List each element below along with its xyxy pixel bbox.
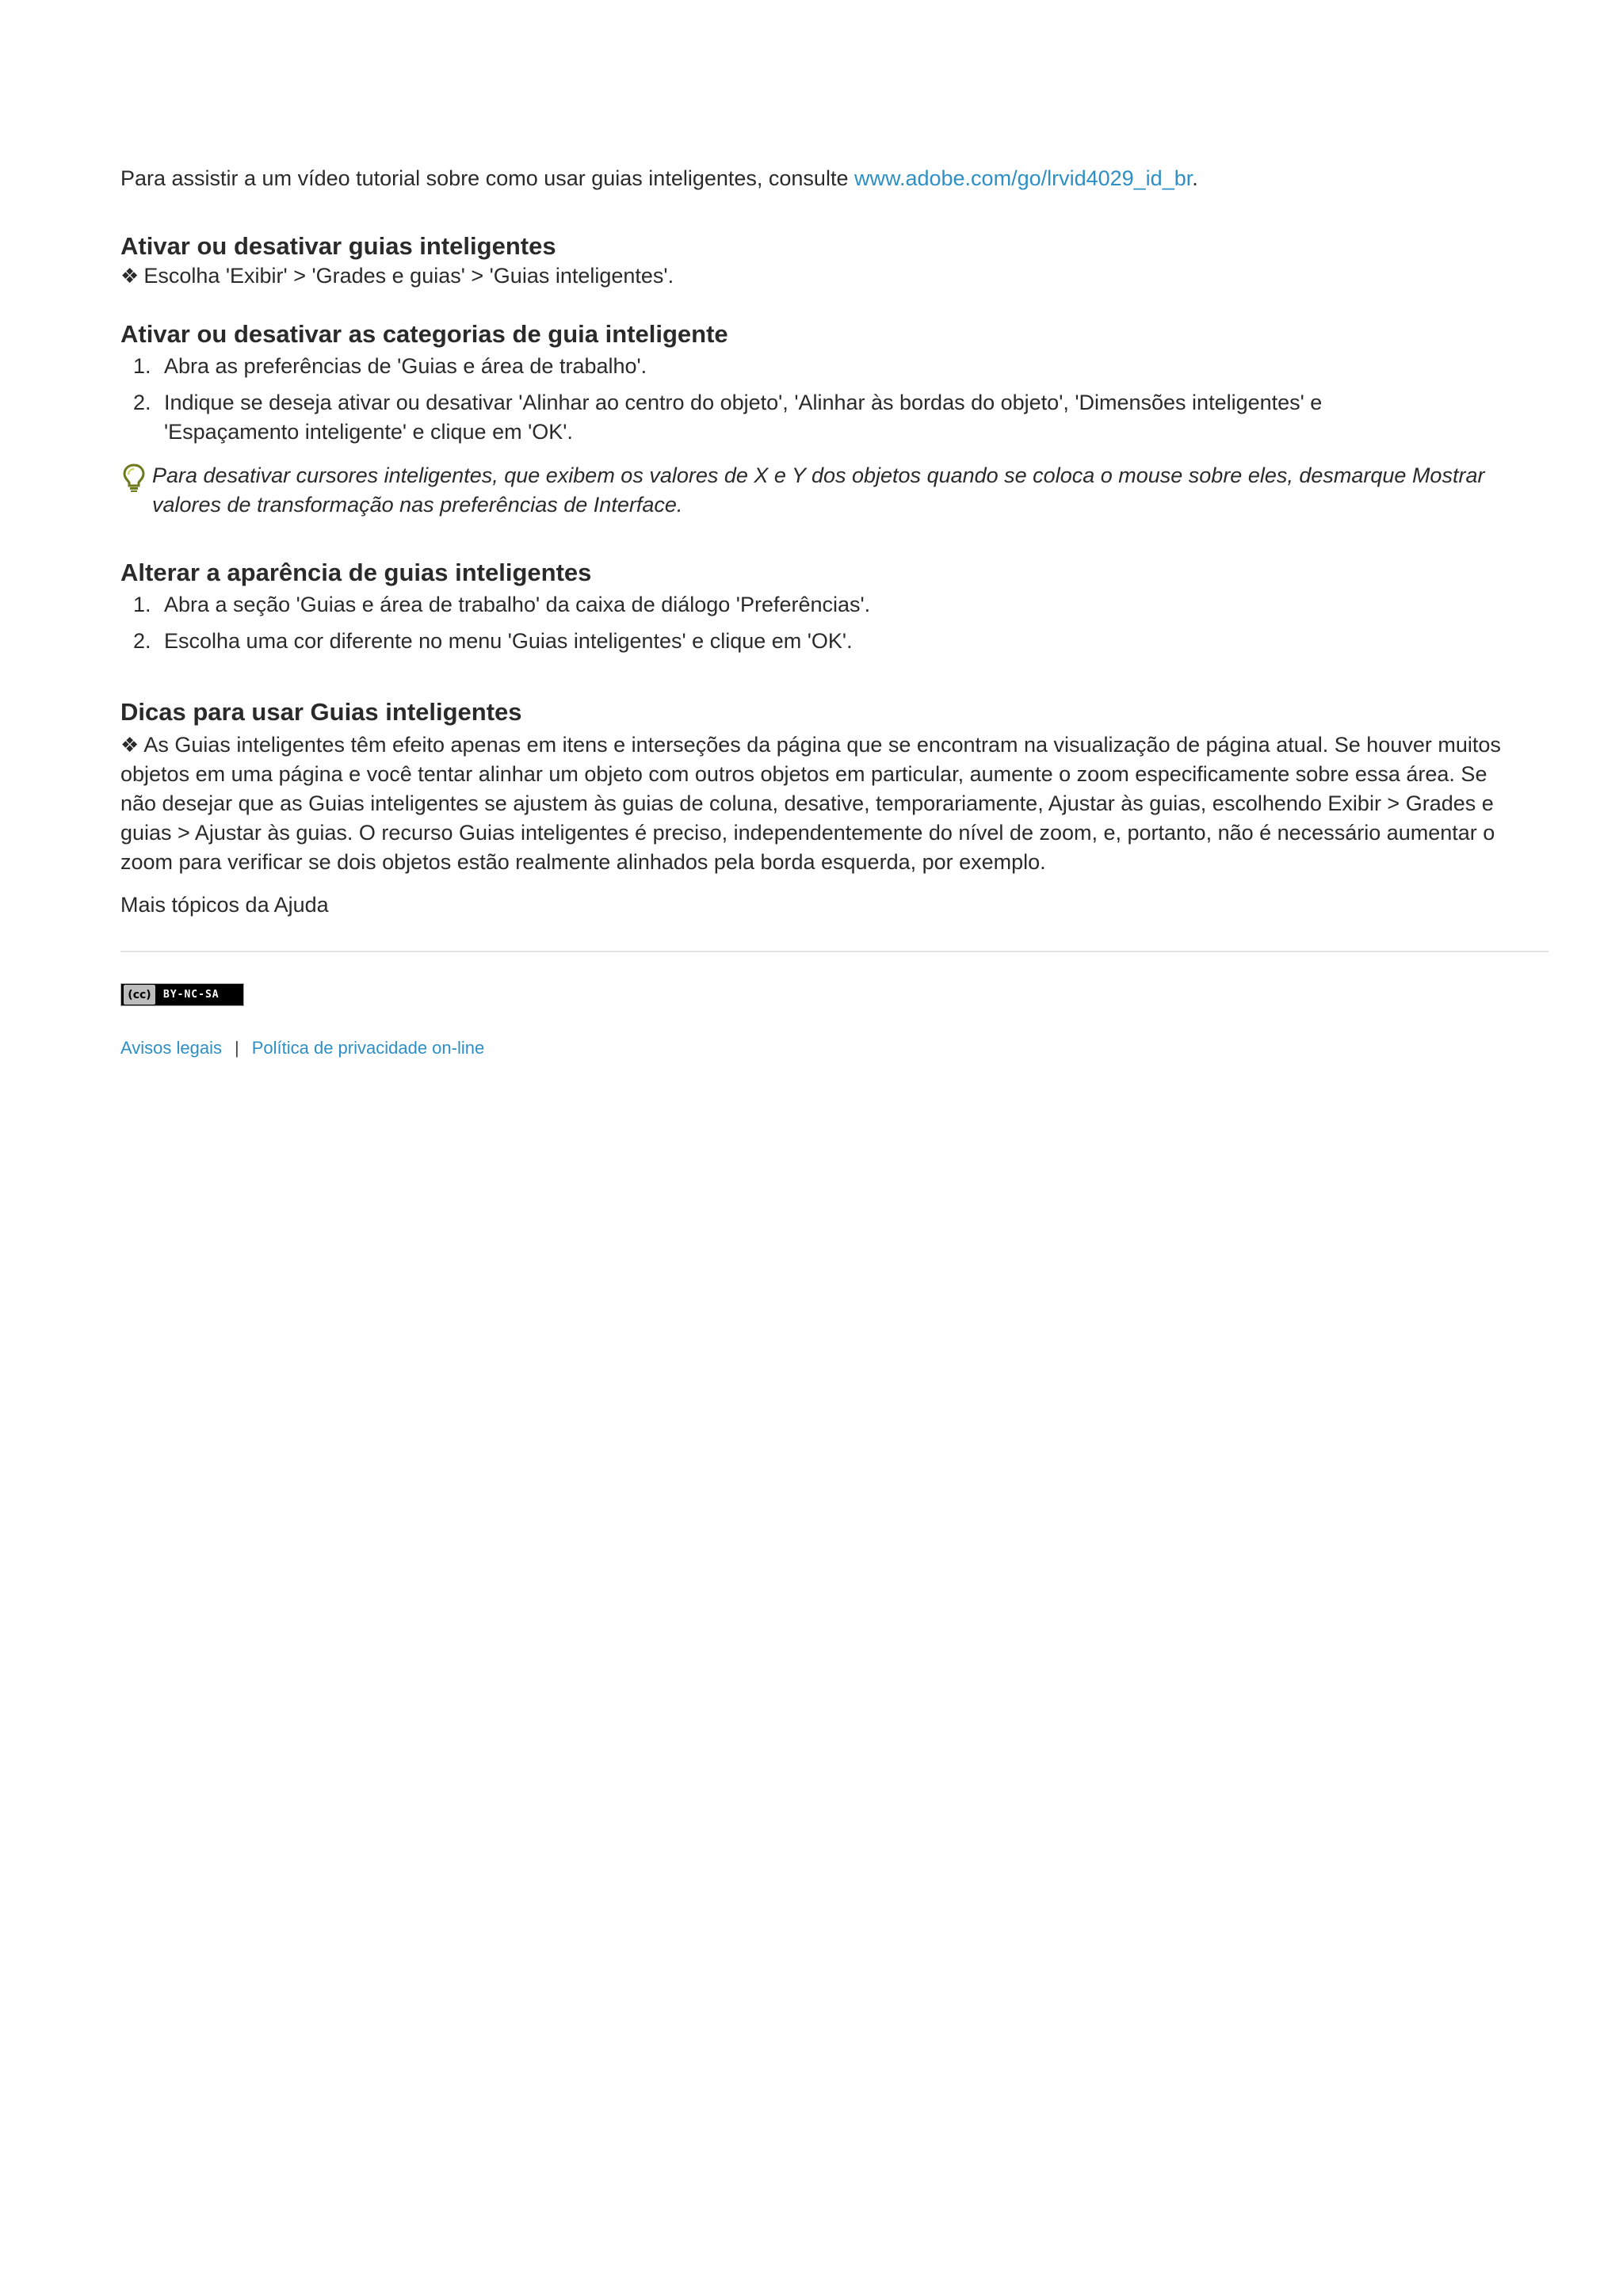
diamond-bullet-icon: ❖ [120,264,139,288]
tips-line: não desejar que as Guias inteligentes se ajustem às guias de coluna, desative, temporariamente, Ajustar às guias, escolhendo Exibir > Grades e [120,791,1494,815]
enable-smart-guides-text: Escolha 'Exibir' > 'Grades e guias' > 'Guias inteligentes'. [143,264,674,288]
tips-line: guias > Ajustar às guias. O recurso Guias inteligentes é preciso, independentemente do nível de zoom, e, portanto, não é necessário aumentar o [120,821,1495,845]
tips-line: objetos em uma página e você tentar alinhar um objeto com outros objetos em particular, aumente o zoom especificamente sobre essa área. Se [120,762,1487,786]
lightbulb-icon [120,463,147,493]
license-terms: BY-NC-SA [163,989,220,1001]
step-text: Escolha uma cor diferente no menu 'Guias inteligentes' e clique em 'OK'. [164,629,853,653]
tips-line: As Guias inteligentes têm efeito apenas em itens e interseções da página que se encontram na visualização de página atual. Se houver muitos [143,733,1501,757]
tutorial-video-link[interactable]: www.adobe.com/go/lrvid4029_id_br [854,166,1193,190]
tips-paragraph [120,730,1547,877]
intro-text: Para assistir a um vídeo tutorial sobre como usar guias inteligentes, consulte [120,166,854,190]
heading-guide-appearance: Alterar a aparência de guias inteligentes [120,559,592,586]
step-text-continued: 'Espaçamento inteligente' e clique em 'OK'. [164,420,573,444]
tip-text-line2: valores de transformação nas preferências de Interface. [152,493,683,517]
step-number: 2. [133,629,151,653]
diamond-bullet-icon: ❖ [120,733,139,757]
footer-links [120,1035,484,1061]
tips-line: zoom para verificar se dois objetos estão realmente alinhados pela borda esquerda, por exemplo. [120,850,1046,874]
appearance-steps-list [120,590,1515,656]
heading-smart-guide-categories: Ativar ou desativar as categorias de guia inteligente [120,320,728,348]
list-item [120,352,1515,381]
list-item [120,590,1515,620]
categories-steps-list [120,352,1515,447]
more-help-topics: Mais tópicos da Ajuda [120,893,329,917]
step-number: 1. [133,354,151,378]
tip-text-line1: Para desativar cursores inteligentes, que exibem os valores de X e Y dos objetos quando se coloca o mouse sobre eles, desmarque Mostrar [152,463,1485,487]
list-item [120,388,1515,447]
intro-suffix: . [1192,166,1198,190]
list-item [120,627,1515,656]
cc-license-icon[interactable] [120,983,244,1006]
step-text: Indique se deseja ativar ou desativar 'Alinhar ao centro do objeto', 'Alinhar às bordas do objeto', 'Dimensões inteligentes' e [164,391,1323,414]
privacy-policy-link[interactable]: Política de privacidade on-line [251,1038,485,1058]
step-text: Abra as preferências de 'Guias e área de trabalho'. [164,354,647,378]
enable-smart-guides-step [120,261,674,291]
tip-note [120,461,1531,520]
step-number: 2. [133,391,151,414]
heading-smart-guide-tips: Dicas para usar Guias inteligentes [120,698,522,726]
intro-paragraph [120,163,1198,193]
legal-notices-link[interactable]: Avisos legais [120,1038,222,1058]
step-number: 1. [133,593,151,616]
footer-separator: | [235,1038,239,1058]
divider [120,951,1549,952]
heading-enable-smart-guides: Ativar ou desativar guias inteligentes [120,232,556,260]
cc-mark: (cc) [124,985,155,1005]
step-text: Abra a seção 'Guias e área de trabalho' da caixa de diálogo 'Preferências'. [164,593,871,616]
